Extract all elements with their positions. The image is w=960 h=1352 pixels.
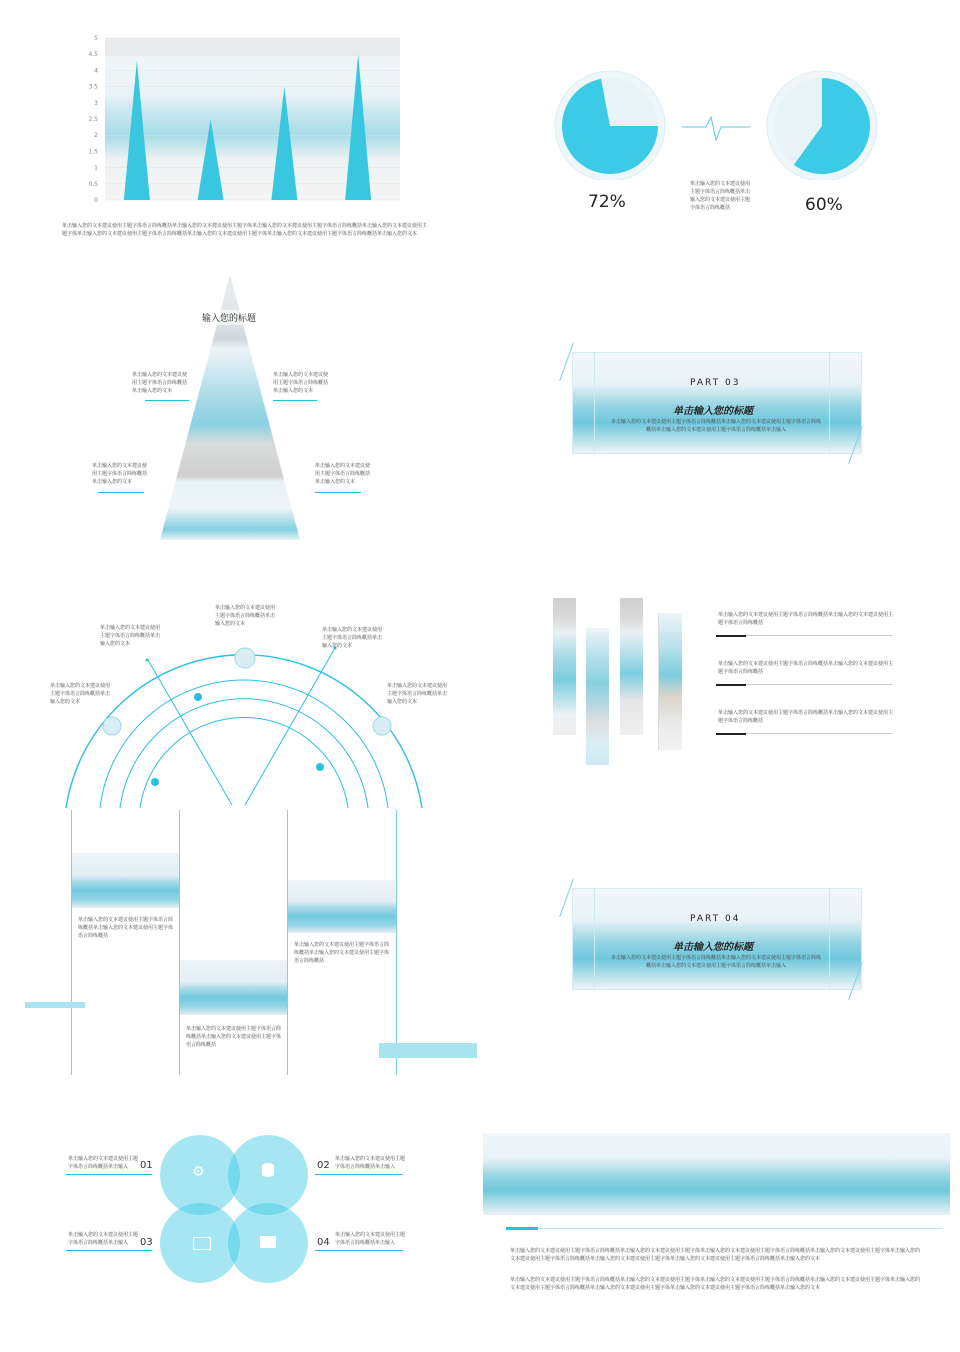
folder-icon xyxy=(193,1237,211,1250)
strips-text-3: 单击输入您的文本建议使用主题字体语言简练概括单击输入您的文本建议使用主题字体语言简练概括 xyxy=(718,710,894,724)
pyramid-underline-right-2 xyxy=(315,492,361,493)
y-tick-label-9: 4.5 xyxy=(88,51,98,59)
column-image-1 xyxy=(72,853,179,908)
circle-underline-4 xyxy=(315,1250,403,1251)
y-tick-label-8: 4 xyxy=(94,67,98,75)
y-tick-label-1: 0.5 xyxy=(88,180,98,188)
y-tick-label-4: 2 xyxy=(94,132,98,140)
circle-underline-1 xyxy=(66,1174,152,1175)
pyramid-underline-left-1 xyxy=(145,400,189,401)
strips-bar-light-3 xyxy=(746,733,892,734)
triangle-chart-slide xyxy=(60,30,430,245)
column-line-3 xyxy=(287,810,288,1075)
percentage-description: 单击输入您的文本建议使用主题字体语言简练概括单击输入您的文本建议使用主题字体语言简练概括 xyxy=(690,181,751,211)
arc-node-top xyxy=(235,648,255,668)
part-04-label: PART 04 xyxy=(690,914,741,924)
percentage-1-label: 72% xyxy=(588,192,626,212)
pyramid-text-right-2: 单击输入您的文本建议使用主题字体语言简练概括单击输入您的文本 xyxy=(315,463,371,485)
part-03-slide xyxy=(560,340,870,465)
part-03-text: 单击输入您的文本建议使用主题字体语言简练概括单击输入您的文本建议使用主题字体语言简练概括单击输入您的文本建议使用主题字体语言简练概括单击输入 xyxy=(610,419,821,433)
y-tick-label-7: 3.5 xyxy=(88,83,98,91)
columns-slide xyxy=(25,810,480,1080)
arc-slide xyxy=(40,600,450,810)
y-tick-label-2: 1 xyxy=(94,164,98,172)
column-line-1 xyxy=(71,810,72,1075)
arc-diagonal-right xyxy=(245,648,335,805)
percentage-2-label: 60% xyxy=(805,195,843,215)
arc-dot-3 xyxy=(316,763,324,771)
column-image-3 xyxy=(288,880,396,933)
strips-bar-dark-2 xyxy=(716,684,746,686)
triangle-bar-chart xyxy=(60,30,430,210)
column-line-4 xyxy=(396,810,397,1075)
y-tick-label-6: 3 xyxy=(94,99,98,107)
column-text-3: 单击输入您的文本建议使用主题字体语言简练概括单击输入您的文本建议使用主题字体语言简练概括 xyxy=(294,942,390,964)
gear-icon: ⚙ xyxy=(192,1164,205,1180)
strip-1 xyxy=(553,598,576,735)
pyramid-text-left-2: 单击输入您的文本建议使用主题字体语言简练概括单击输入您的文本 xyxy=(92,463,148,485)
circle-number-2: 02 xyxy=(317,1160,330,1171)
part-03-title: 单击输入您的标题 xyxy=(673,406,753,417)
column-accent-right xyxy=(379,1043,477,1058)
wide-accent-line xyxy=(506,1227,538,1230)
arc-node-right xyxy=(373,717,391,735)
strips-text-1: 单击输入您的文本建议使用主题字体语言简练概括单击输入您的文本建议使用主题字体语言简练概括 xyxy=(718,612,894,626)
strips-bar-light-1 xyxy=(746,635,892,636)
strips-bar-light-2 xyxy=(746,684,892,685)
pyramid-title: 输入您的标题 xyxy=(200,310,258,325)
pulse-line xyxy=(682,117,750,140)
column-accent-left xyxy=(25,1002,85,1008)
y-tick-label-10: 5 xyxy=(94,35,98,42)
strips-bar-dark-3 xyxy=(716,733,746,735)
percentage-slide xyxy=(540,60,890,230)
y-tick-label-5: 2.5 xyxy=(88,116,98,123)
circle-number-3: 03 xyxy=(140,1237,153,1248)
circle-text-4: 单击输入您的文本建议使用主题字体语言简练概括单击输入 xyxy=(335,1232,406,1246)
circles-slide xyxy=(60,1130,410,1300)
pyramid-text-left-1: 单击输入您的文本建议使用主题字体语言简练概括单击输入您的文本 xyxy=(132,372,188,394)
percentage-circles xyxy=(540,60,890,180)
arc-text-1: 单击输入您的文本建议使用主题字体语言简练概括单击输入您的文本 xyxy=(100,625,160,647)
circle-underline-3 xyxy=(66,1250,152,1251)
strip-2 xyxy=(586,628,609,765)
strips-bar-dark-1 xyxy=(716,635,746,637)
pyramid-text-right-1: 单击输入您的文本建议使用主题字体语言简练概括单击输入您的文本 xyxy=(273,372,329,394)
wide-divider xyxy=(538,1228,942,1229)
circle-text-1: 单击输入您的文本建议使用主题字体语言简练概括单击输入 xyxy=(68,1156,139,1170)
briefcase-icon xyxy=(260,1236,276,1248)
column-line-2 xyxy=(179,810,180,1075)
arc-text-2: 单击输入您的文本建议使用主题字体语言简练概括单击输入您的文本 xyxy=(215,605,276,627)
arc-node-left xyxy=(103,717,121,735)
chart-header-band xyxy=(105,38,400,56)
wide-paragraph-1: 单击输入您的文本建议使用主题字体语言简练概括单击输入您的文本建议使用主题字体单击输入您的文本建议使用主题字体语言简练概括单击输入您的文本建议使用主题字体单击输入您的文本建议使用主题字体语言简练概括单击输入您的文本建议使用主题字体单击输入您的文本建议使用主题字体语言简练概括单击输入您的文本 xyxy=(510,1248,920,1262)
part-04-slide xyxy=(560,876,870,1001)
arc-3 xyxy=(120,699,368,808)
wide-image-slide xyxy=(480,1130,952,1310)
circle-underline-2 xyxy=(315,1174,403,1175)
chart-description: 单击输入您的文本建议使用主题字体语言简练概括单击输入您的文本建议使用主题字体单击输入您的文本建议使用主题字体语言简练概括单击输入您的文本建议使用主题字体单击输入您的文本建议使用主题字体语言简练概括单击输入您的文本建议使用主题字体单击输入您的文本建议使用主题字体语言简练概括单击输入您的文本 xyxy=(62,223,428,237)
wide-banner-image xyxy=(483,1133,950,1215)
pyramid-underline-left-2 xyxy=(98,492,144,493)
pyramid-underline-right-1 xyxy=(273,400,317,401)
arc-text-3: 单击输入您的文本建议使用主题字体语言简练概括单击输入您的文本 xyxy=(322,627,383,649)
circle-text-2: 单击输入您的文本建议使用主题字体语言简练概括单击输入 xyxy=(335,1156,406,1170)
strips-slide xyxy=(550,595,900,770)
arc-dot-4 xyxy=(146,659,149,662)
column-image-2 xyxy=(180,960,287,1015)
strip-4 xyxy=(658,613,682,750)
arc-dot-2 xyxy=(151,778,159,786)
arc-4 xyxy=(140,717,348,808)
circle-number-1: 01 xyxy=(140,1160,153,1171)
wide-paragraph-2: 单击输入您的文本建议使用主题字体语言简练概括单击输入您的文本建议使用主题字体单击输入您的文本建议使用主题字体语言简练概括单击输入您的文本建议使用主题字体单击输入您的文本建议使用主题字体语言简练概括单击输入您的文本建议使用主题字体单击输入您的文本建议使用主题字体语言简练概括单击输入您的文本 xyxy=(510,1277,920,1291)
circle-text-3: 单击输入您的文本建议使用主题字体语言简练概括单击输入 xyxy=(68,1232,139,1246)
part-04-title: 单击输入您的标题 xyxy=(673,942,753,953)
part-04-text: 单击输入您的文本建议使用主题字体语言简练概括单击输入您的文本建议使用主题字体语言简练概括单击输入您的文本建议使用主题字体语言简练概括单击输入 xyxy=(610,955,821,969)
circle-number-4: 04 xyxy=(317,1237,330,1248)
strips-text-2: 单击输入您的文本建议使用主题字体语言简练概括单击输入您的文本建议使用主题字体语言简练概括 xyxy=(718,661,894,675)
y-tick-label-3: 1.5 xyxy=(88,148,98,156)
strip-3 xyxy=(620,598,643,735)
part-03-label: PART 03 xyxy=(690,378,741,388)
pyramid-slide xyxy=(90,270,380,545)
column-text-1: 单击输入您的文本建议使用主题字体语言简练概括单击输入您的文本建议使用主题字体语言简练概括 xyxy=(78,917,174,939)
arc-text-5: 单击输入您的文本建议使用主题字体语言简练概括单击输入您的文本 xyxy=(387,683,448,705)
database-icon xyxy=(262,1163,274,1177)
y-tick-label-0: 0 xyxy=(94,197,98,204)
arc-text-4: 单击输入您的文本建议使用主题字体语言简练概括单击输入您的文本 xyxy=(50,683,111,705)
arc-dot-1 xyxy=(194,693,202,701)
column-text-2: 单击输入您的文本建议使用主题字体语言简练概括单击输入您的文本建议使用主题字体语言简练概括 xyxy=(186,1026,282,1048)
